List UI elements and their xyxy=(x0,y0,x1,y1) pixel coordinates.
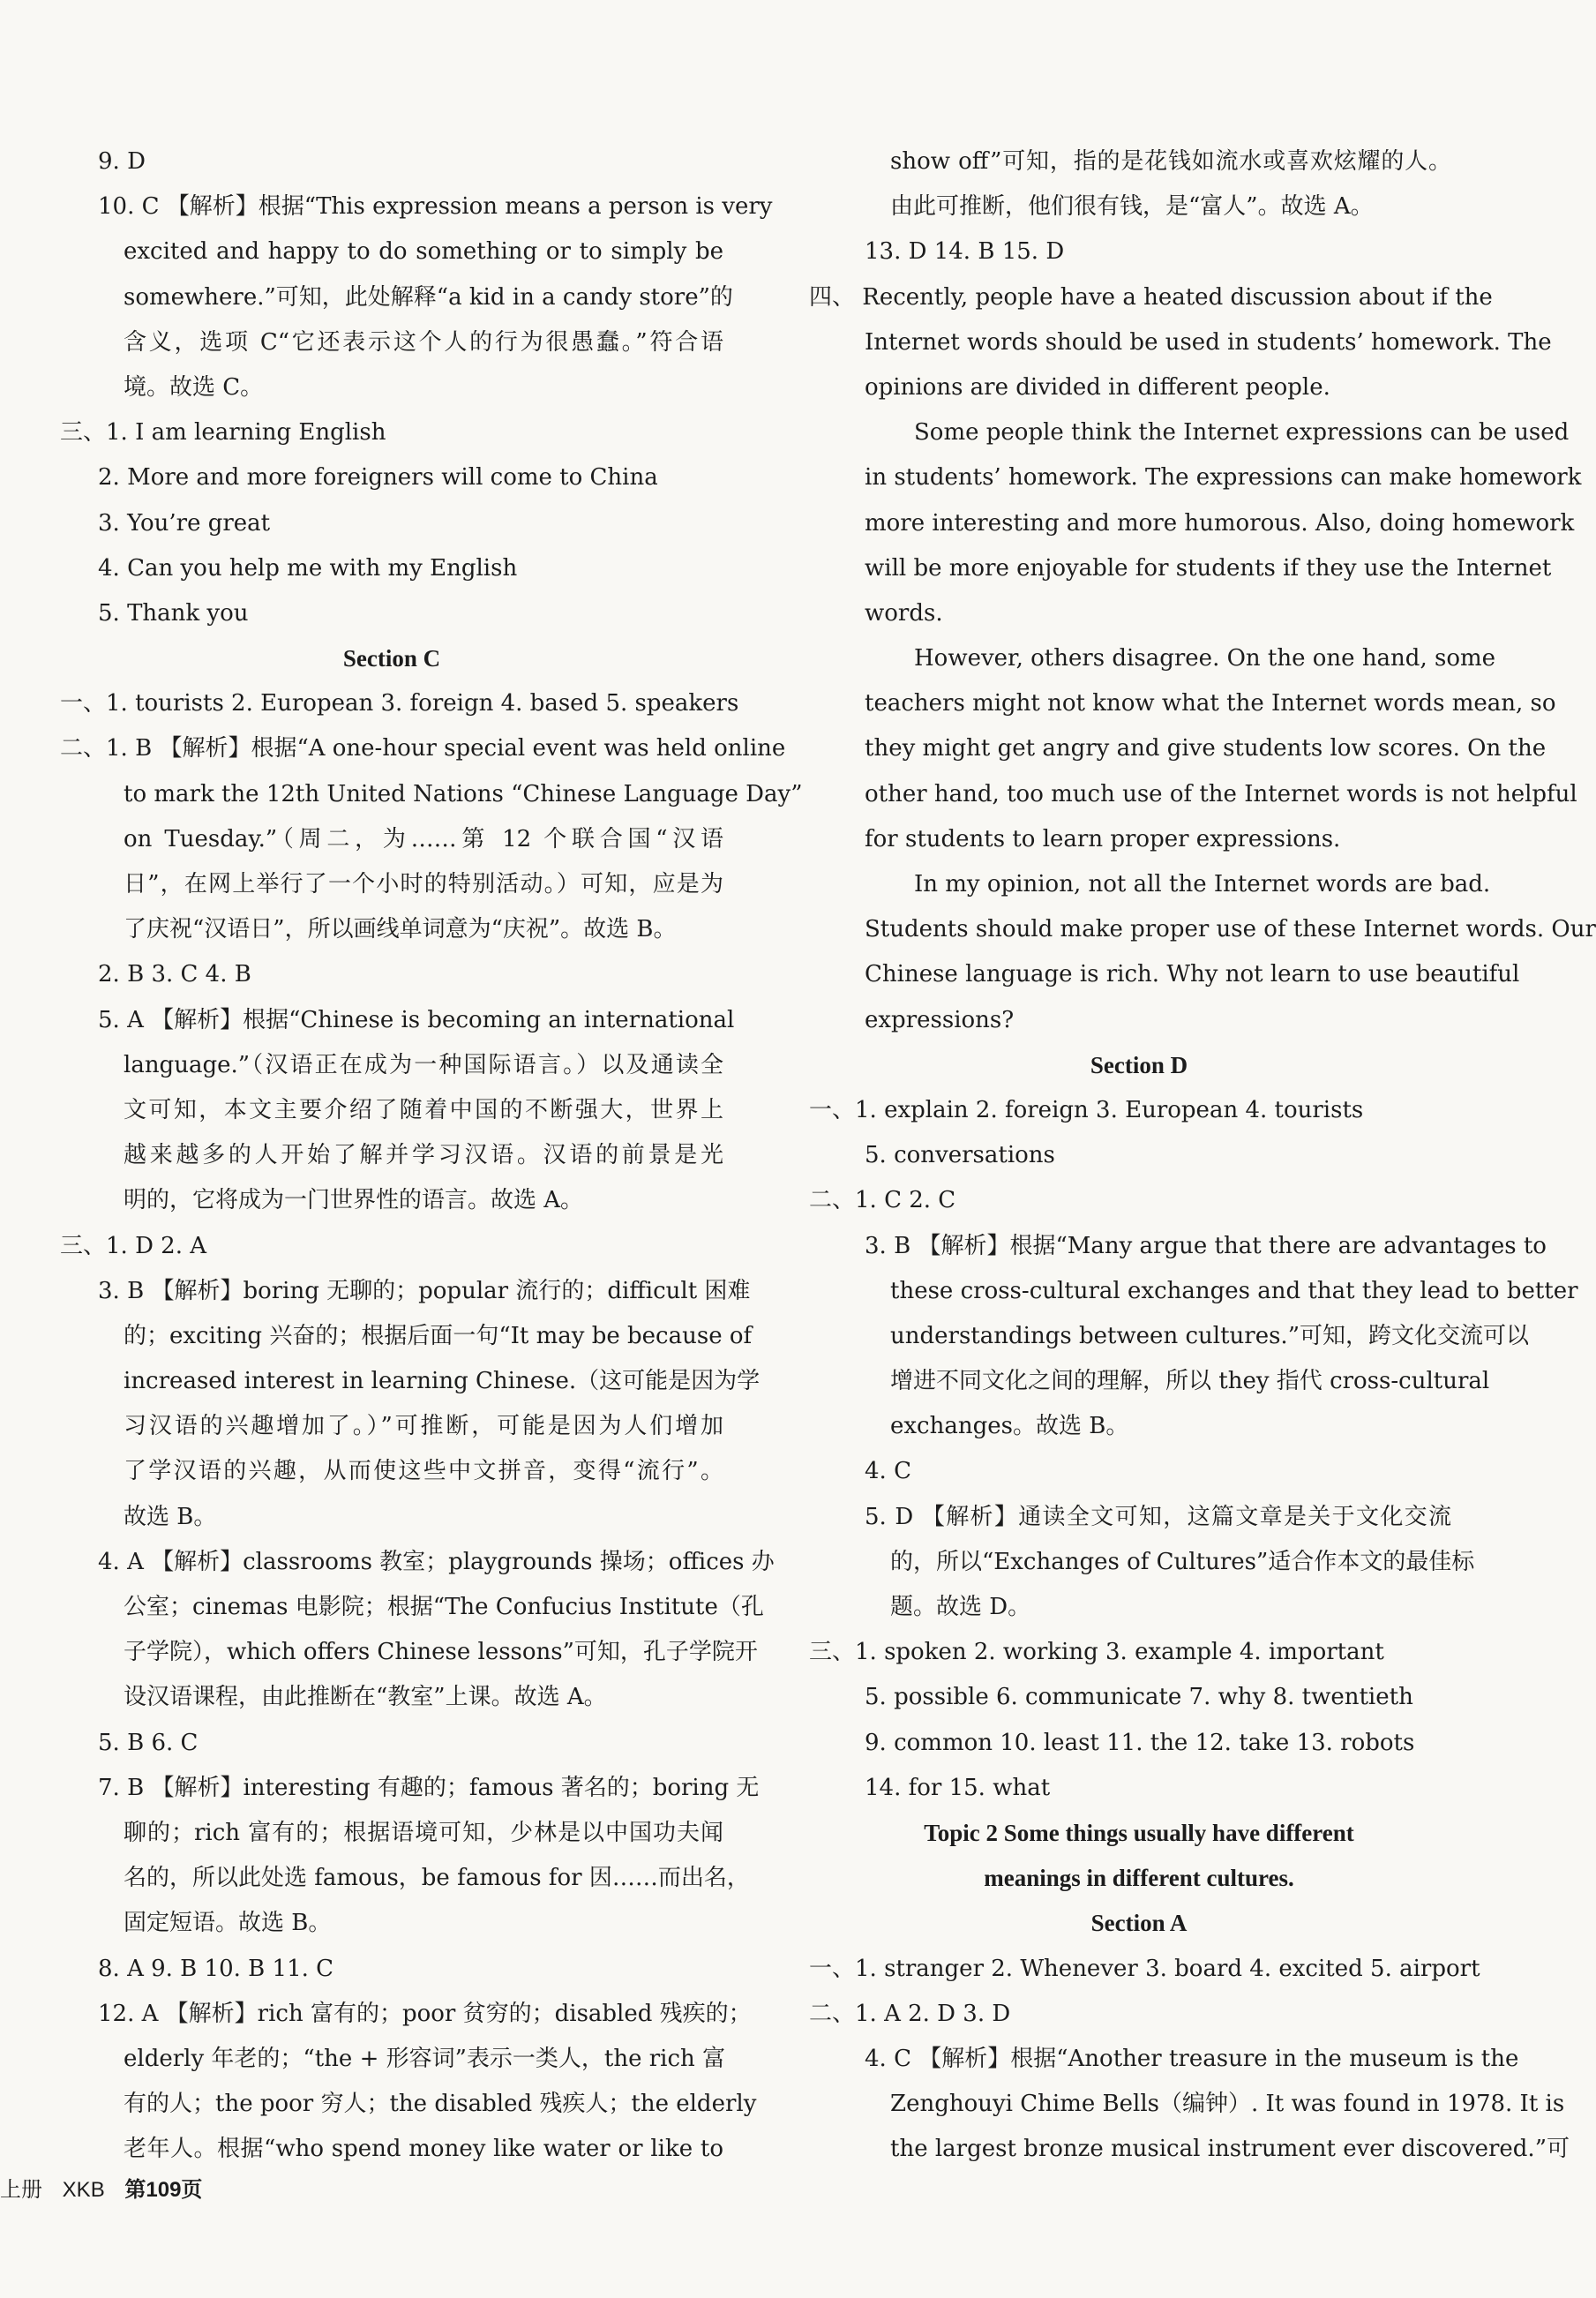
text-line: 名的，所以此处选 famous，be famous for 因……而出名， xyxy=(124,1865,750,1892)
page-footer xyxy=(0,2173,216,2208)
text-line: 4. C 【解析】根据“Another treasure in the museum is the xyxy=(865,2045,1519,2072)
text-line: 题。故选 D。 xyxy=(890,1594,1031,1620)
text-line: 的；exciting 兴奋的；根据后面一句“It may be because of xyxy=(124,1322,753,1349)
footer-page-number: 第109页 xyxy=(124,2178,203,2202)
text-line: 14. for 15. what xyxy=(865,1774,1051,1801)
text-line: words. xyxy=(865,599,943,627)
text-line: However, others disagree. On the one hand, some xyxy=(914,645,1496,672)
text-line: 9. D xyxy=(98,148,146,175)
text-line: 2. B 3. C 4. B xyxy=(98,961,251,988)
text-line: Chinese language is rich. Why not learn to use beautiful xyxy=(865,961,1520,988)
text-line: 4. Can you help me with my English xyxy=(98,554,518,582)
text-line: teachers might not know what the Internet words mean, so xyxy=(865,690,1556,717)
text-line: 9. common 10. least 11. the 12. take 13. robots xyxy=(865,1729,1415,1756)
text-line: 老年人。根据“who spend money like water or like to xyxy=(124,2136,723,2163)
text-line: 二、1. C 2. C xyxy=(809,1187,956,1214)
text-line: 子学院），which offers Chinese lessons”可知，孔子学院开 xyxy=(124,1639,758,1666)
text-line: 一、1. stranger 2. Whenever 3. board 4. excited 5. airport xyxy=(809,1955,1480,1982)
text-line: 固定短语。故选 B。 xyxy=(124,1910,332,1937)
text-line: In my opinion, not all the Internet words are bad. xyxy=(914,871,1491,897)
text-line: 由此可推断，他们很有钱，是“富人”。故选 A。 xyxy=(890,193,1374,221)
text-line: 13. D 14. B 15. D xyxy=(865,238,1065,266)
footer-code: XKB xyxy=(62,2178,105,2202)
text-line: exchanges。故选 B。 xyxy=(890,1413,1129,1440)
footer-book: 上册 xyxy=(0,2178,42,2202)
section-heading: Section D xyxy=(1090,1051,1188,1078)
text-line: 3. B 【解析】boring 无聊的；popular 流行的；difficult 困难 xyxy=(98,1277,751,1304)
text-line: on Tuesday.”（周二，为……第 12 个联合国“汉语 xyxy=(124,825,723,852)
text-line: 文可知，本文主要介绍了随着中国的不断强大，世界上 xyxy=(124,1096,723,1123)
text-line: 4. C xyxy=(865,1458,911,1485)
text-line: 3. You’re great xyxy=(98,509,271,537)
text-line: 了学汉语的兴趣，从而使这些中文拼音，变得“流行”。 xyxy=(124,1458,723,1485)
text-line: 一、1. tourists 2. European 3. foreign 4. based 5. speakers xyxy=(60,690,739,717)
text-line: understandings between cultures.”可知，跨文化交流可以 xyxy=(890,1322,1529,1349)
text-line: 三、1. D 2. A xyxy=(60,1232,207,1259)
text-line: 越来越多的人开始了解并学习汉语。汉语的前景是光 xyxy=(124,1142,723,1169)
text-line: 5. A 【解析】根据“Chinese is becoming an international xyxy=(98,1006,735,1033)
right-column xyxy=(809,139,1596,2172)
text-line: opinions are divided in different people. xyxy=(865,373,1330,401)
text-line: 设汉语课程，由此推断在“教室”上课。故选 A。 xyxy=(124,1684,607,1711)
text-line: Internet words should be used in students’ homework. The xyxy=(865,328,1552,356)
text-line: 习汉语的兴趣增加了。）”可推断，可能是因为人们增加 xyxy=(124,1413,723,1440)
text-line: 4. A 【解析】classrooms 教室；playgrounds 操场；offices 办 xyxy=(98,1548,775,1575)
text-line: 二、1. A 2. D 3. D xyxy=(809,2000,1011,2027)
text-line: 公室；cinemas 电影院；根据“The Confucius Institute（孔 xyxy=(124,1594,764,1620)
text-line: the largest bronze musical instrument ever discovered.”可 xyxy=(890,2136,1570,2163)
text-line: 10. C 【解析】根据“This expression means a person is very xyxy=(98,193,773,221)
text-line: 日”，在网上举行了一个小时的特别活动。）可知，应是为 xyxy=(124,871,723,897)
text-line: 有的人；the poor 穷人；the disabled 残疾人；the elderly xyxy=(124,2091,757,2118)
text-line: other hand, too much use of the Internet words is not helpful xyxy=(865,780,1577,807)
text-line: 境。故选 C。 xyxy=(124,373,264,401)
text-line: somewhere.”可知，此处解释“a kid in a candy store”的 xyxy=(124,283,733,311)
text-line: 5. B 6. C xyxy=(98,1729,199,1756)
text-line: 二、1. B 【解析】根据“A one-hour special event was held online xyxy=(60,735,786,762)
text-line: 7. B 【解析】interesting 有趣的；famous 著名的；boring 无 xyxy=(98,1774,760,1801)
section-heading: meanings in different cultures. xyxy=(984,1865,1294,1892)
text-line: 三、1. I am learning English xyxy=(60,419,386,447)
text-line: will be more enjoyable for students if they use the Internet xyxy=(865,554,1552,582)
text-line: 5. conversations xyxy=(865,1142,1055,1169)
text-line: 了庆祝“汉语日”，所以画线单词意为“庆祝”。故选 B。 xyxy=(124,916,677,943)
text-line: excited and happy to do something or to simply be xyxy=(124,238,723,266)
left-column xyxy=(60,139,803,2172)
text-line: 三、1. spoken 2. working 3. example 4. important xyxy=(809,1639,1384,1666)
text-line: 2. More and more foreigners will come to China xyxy=(98,464,658,492)
text-line: 聊的；rich 富有的；根据语境可知，少林是以中国功夫闻 xyxy=(124,1819,723,1846)
text-line: 四、 Recently, people have a heated discussion about if the xyxy=(809,283,1493,311)
text-line: Some people think the Internet expressions can be used xyxy=(914,419,1570,447)
text-line: more interesting and more humorous. Also, doing homework xyxy=(865,509,1575,537)
text-line: Students should make proper use of these Internet words. Our xyxy=(865,916,1596,943)
section-heading: Section C xyxy=(342,645,441,672)
text-line: they might get angry and give students low scores. On the xyxy=(865,735,1547,762)
section-heading: Section A xyxy=(1090,1910,1188,1937)
text-line: to mark the 12th United Nations “Chinese Language Day” xyxy=(124,780,803,807)
text-line: 5. D 【解析】通读全文可知，这篇文章是关于文化交流 xyxy=(865,1503,1451,1530)
text-line: 5. Thank you xyxy=(98,599,249,627)
text-line: 的，所以“Exchanges of Cultures”适合作本文的最佳标 xyxy=(890,1548,1475,1575)
text-line: 5. possible 6. communicate 7. why 8. twentieth xyxy=(865,1684,1413,1711)
text-line: 一、1. explain 2. foreign 3. European 4. tourists xyxy=(809,1096,1364,1123)
text-line: Zenghouyi Chime Bells（编钟）. It was found in 1978. It is xyxy=(890,2091,1565,2118)
text-line: these cross-cultural exchanges and that they lead to better xyxy=(890,1277,1578,1304)
text-line: 故选 B。 xyxy=(124,1503,217,1530)
text-line: in students’ homework. The expressions can make homework xyxy=(865,464,1582,492)
text-line: 3. B 【解析】根据“Many argue that there are advantages to xyxy=(865,1232,1547,1259)
text-line: 增进不同文化之间的理解，所以 they 指代 cross-cultural xyxy=(890,1368,1490,1395)
text-line: 明的，它将成为一门世界性的语言。故选 A。 xyxy=(124,1187,584,1214)
text-line: show off”可知，指的是花钱如流水或喜欢炫耀的人。 xyxy=(890,148,1451,175)
text-line: 8. A 9. B 10. B 11. C xyxy=(98,1955,334,1982)
text-line: elderly 年老的；“the + 形容词”表示一类人，the rich 富 xyxy=(124,2045,726,2072)
section-heading: Topic 2 Some things usually have different xyxy=(924,1819,1354,1846)
text-line: 含义，选项 C“它还表示这个人的行为很愚蠢。”符合语 xyxy=(124,328,723,356)
text-line: for students to learn proper expressions. xyxy=(865,825,1341,852)
text-line: 12. A 【解析】rich 富有的；poor 贫穷的；disabled 残疾的； xyxy=(98,2000,752,2027)
text-line: expressions? xyxy=(865,1006,1015,1033)
text-line: language.”（汉语正在成为一种国际语言。）以及通读全 xyxy=(124,1051,723,1078)
text-line: increased interest in learning Chinese.（这可能是因为学 xyxy=(124,1368,761,1395)
